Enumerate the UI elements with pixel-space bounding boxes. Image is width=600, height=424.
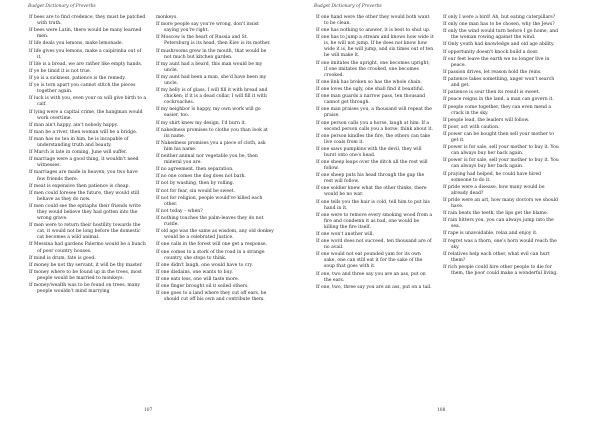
proverb-entry: If one has to jump a stream and knows how wide it is, he will not jump. If he does not know how wide it is, he will jump, and six times out of ten he will make it. xyxy=(316,35,434,59)
right-column-1 xyxy=(316,15,434,292)
proverb-entry: If one has nothing to answer, it is best to shut up. xyxy=(316,28,431,34)
left-page-header: Budget Dictionary of Proverbs xyxy=(28,4,96,9)
proverb-entry: monkeys. xyxy=(156,15,178,20)
proverb-entry: If people come together, they can even mend a crack in the sky. xyxy=(443,104,552,116)
proverb-entry: If one loves the ugly, one shall find it beautiful. xyxy=(316,86,425,92)
proverb-entry: If neither animal nor vegetable you be, then mineral you are. xyxy=(156,154,258,166)
proverb-entry: If mind is drum, fate is good. xyxy=(29,255,96,261)
proverb-entry: If praying had helped, he could have hired someone to do it. xyxy=(443,171,542,183)
proverb-entry: If money/wealth was to be found on trees, many people wouldn't mind marrying xyxy=(29,283,140,295)
proverb-entry: If one man praises you, a thousand will repeat the praise. xyxy=(316,107,432,119)
proverb-entry: If pride were a disease, how many would be already dead? xyxy=(443,184,545,196)
proverb-entry: If one goes to a land where they cut off ears, he should cut off his own and contribute them. xyxy=(156,291,267,303)
right-page-header: Budget Dictionary of Proverbs xyxy=(314,4,382,9)
proverb-entry: If one didn't laugh, one would have to cry. xyxy=(156,262,253,268)
proverb-entry: If one person kindles the fire, the others can take live coals from it. xyxy=(316,133,431,145)
proverb-entry: If poor, act with caution. xyxy=(443,124,500,130)
left-page-columns xyxy=(29,15,274,305)
proverb-entry: If rape is unavoidable, relax and enjoy it. xyxy=(443,231,538,237)
proverb-entry: If regret was a thorn, one's horn would reach the sky. xyxy=(443,238,557,250)
proverb-entry: If one hand were the other they would both want to be clean. xyxy=(316,15,430,27)
right-page-number: 108 xyxy=(437,408,446,413)
left-page-number: 107 xyxy=(144,408,153,413)
proverb-entry: If rain beats the teeth, the lips get the blame. xyxy=(443,211,549,217)
proverb-entry: If man be a river, then woman will be a bridge. xyxy=(29,129,138,135)
right-column-2 xyxy=(443,15,561,292)
left-column-1 xyxy=(29,15,147,305)
proverb-entry: If not by washing, then by rolling. xyxy=(156,181,235,187)
proverb-entry: If my neighbor is happy, my own work will go easier, too. xyxy=(156,107,261,119)
proverb-entry: If one won't another will. xyxy=(316,232,374,238)
proverb-entry: If my belly is of glass, I will fill it with bread and chicken; if it is a dead collar, I will fill it with cockroaches. xyxy=(156,88,268,106)
proverb-entry: If bees were Latin, there would be many learned men. xyxy=(29,28,142,40)
proverb-entry: If relatives help each other, what evil can hurt them? xyxy=(443,251,550,263)
proverb-entry: If Moscow is the heart of Russia and St. Petersburg is its head, then Kiev is its mother. xyxy=(156,35,271,47)
proverb-entry: If Only youth had knowledge and old age ability. xyxy=(443,42,555,48)
proverb-entry: If my aunt had a beard, this man would be my uncle. xyxy=(156,61,263,73)
proverb-entry: If March is late in coming, June will suffer. xyxy=(29,150,128,156)
proverb-entry: If one sheep puts his head through the gap the rest will follow. xyxy=(316,173,425,185)
proverb-entry: If not for fear, sin would be sweet. xyxy=(156,188,236,194)
proverb-entry: If power is for sale, sell your mother to buy it. You can always buy her back again. xyxy=(443,158,559,170)
proverb-entry: If rain hitters you, you can always jump into the sea. xyxy=(443,218,554,230)
proverb-entry: If one would not eat pounded yam for its own sake, one can still eat it for the sake of the soup that goes with it. xyxy=(316,252,423,270)
left-column-2 xyxy=(156,15,274,305)
proverb-entry: If passion drives, let reason hold the reins. xyxy=(443,69,542,75)
proverb-entry: If one man guards a narrow pass, ten thousand cannot get through. xyxy=(316,94,426,106)
proverb-entry: If life gives you lemons, make a caipirinha out of it. xyxy=(29,48,142,60)
proverb-entry: If power can be bought then sell your mother to get it. xyxy=(443,132,554,144)
proverb-entry: If men could see the epitaphs their friends write they would believe they had gotten into the wrong grave. xyxy=(29,204,141,222)
proverb-entry: If meat is expensive then patience is cheap. xyxy=(29,183,130,189)
proverb-entry: If pride were an art, how many doctors we should have. xyxy=(443,197,559,209)
proverb-entry: If one word does not succeed, ten thousand are of no avail. xyxy=(316,239,432,251)
proverb-entry: If one sheep leaps over the ditch all the rest will follow. xyxy=(316,160,428,172)
proverb-entry: If only I were a bird! Ah, but eating caterpillars? xyxy=(443,15,556,20)
right-page xyxy=(300,0,600,424)
proverb-entry: If ye be timid it is not true. xyxy=(29,68,92,74)
proverb-entry: If one soldier knew what the other thinks, there would be no war. xyxy=(316,186,427,198)
proverb-entry: If one imitates the upright, one becomes upright; if one imitates the crooked, one becomes crooked. xyxy=(316,60,430,78)
proverb-entry: If one, two, three say you are an ass, put on a tail. xyxy=(316,284,432,290)
proverb-entry: If one disdains, one wants to buy. xyxy=(156,269,233,275)
proverb-entry: If old age was the same as wisdom, any old donkey would be a celebrated Justice. xyxy=(156,229,274,241)
proverb-entry: If our feet leave the earth we no longer live in peace. xyxy=(443,56,550,68)
proverb-entry: If nothing touches the palm-leaves they do not rustle. xyxy=(156,216,264,228)
proverb-entry: If patience is sour then its result is sweet. xyxy=(443,90,540,96)
proverb-entry: If my aunt had been a man, she'd have been my uncle. xyxy=(156,74,267,86)
proverb-entry: If not for religion, people would've killed each other. xyxy=(156,195,263,207)
proverb-entry: If man ain't happy, ain't nobody happy. xyxy=(29,122,118,128)
proverb-entry: If ye is torn apart you cannot stitch the pieces together again. xyxy=(29,83,136,95)
proverb-entry: If opportunity doesn't knock build a door. xyxy=(443,49,539,55)
proverb-entry: If life is a bread, we are rather like empty hands. xyxy=(29,61,143,67)
proverb-entry: If one tells you the hair is cold, tell him to put his hand in it. xyxy=(316,199,430,211)
proverb-entry: If only one man has to be chosen, why the Jews? xyxy=(443,22,555,28)
proverb-entry: If one comes to a stork of the road in a strange country, she stops to think. xyxy=(156,249,265,261)
proverb-entry: If one link has broken so has the whole chain. xyxy=(316,79,422,85)
proverb-entry: If men were to return their hostility towards the cat, it would not be long before the domestic cat becomes a wild animal. xyxy=(29,223,141,241)
proverb-entry: If life deals you lemons, make lemonade. xyxy=(29,41,124,47)
proverb-entry: If one finger brought oil it soiled others. xyxy=(156,284,249,290)
proverb-entry: If Messina had gardens Palermo would be a bunch of poor country houses. xyxy=(29,242,146,254)
right-page-columns xyxy=(316,15,564,292)
proverb-entry: If ye is a sickness, patience is the remedy. xyxy=(29,75,126,81)
proverb-entry: If luck is with you, even your ox will give birth to a calf. xyxy=(29,96,147,108)
proverb-entry: If one calls in the forest will one get a response. xyxy=(156,242,268,248)
proverb-entry: If mushrooms grew in the mouth, that would be not much but kitchen garden. xyxy=(156,48,267,60)
proverb-entry: If lying were a capital crime, the hangman would work overtime. xyxy=(29,109,143,121)
proverb-entry: If one person calls you a horse, laugh at him. If a second person calls you a horse, think about it. xyxy=(316,120,433,132)
proverb-entry: If peace reigns in the land, a man can govern it. xyxy=(443,97,554,103)
proverb-entry: If patience takes something, anger won't search and get. xyxy=(443,77,555,89)
proverb-entry: If marriages are made in heaven, you two have few friends there. xyxy=(29,170,138,182)
proverb-entry: If rich people could hire other people to die for them, the poor could make a wonderful living. xyxy=(443,264,558,277)
proverb-entry: If one were to remove every smoking wood from a fire and condemn it as bad, one would be killing the fire itself. xyxy=(316,212,433,230)
proverb-entry: If bees are to find credence, they must be patched with truth. xyxy=(29,15,146,27)
proverb-entry: If man has no tea in him, he is incapable of understanding truth and beauty. xyxy=(29,136,129,149)
proverb-entry: If not today – when? xyxy=(156,208,203,214)
proverb-entry: If more people say you're wrong, don't insist saying you're right. xyxy=(156,22,259,34)
proverb-entry: If money be not thy servant, it will be thy master. xyxy=(29,262,143,268)
proverb-entry: If one saws pumpkins with the devil, they will burst onto one's head. xyxy=(316,146,422,158)
proverb-entry: If no one comes the dog does not bark. xyxy=(156,174,246,180)
proverb-entry: If my shirt knew my design, I'd burn it. xyxy=(156,120,247,126)
proverb-entry: If one, two and three say you are an ass, put on the ears. xyxy=(316,271,426,283)
proverb-entry: If Nakedness promises you a piece of cloth, ask him his name. xyxy=(156,140,266,152)
proverb-entry: If one eats less, one will taste more. xyxy=(156,277,240,283)
proverb-entry: If marriage were a good thing, it wouldn't need witnesses. xyxy=(29,157,139,169)
proverb-entry: If people lead, the leaders will follow. xyxy=(443,117,530,123)
proverb-entry: If nakedness promises to clothe you than look at its name. xyxy=(156,127,268,139)
proverb-entry: If men could foresee the future, they would still behave as they do now. xyxy=(29,190,140,202)
proverb-entry: If money where to be found up in the trees, most people would be married to monkeys. xyxy=(29,269,142,281)
proverb-entry: If power is for sale, sell your mother to buy it. You can always buy her back again. xyxy=(443,145,559,157)
proverb-entry: If no agreement, then separation. xyxy=(156,167,234,173)
proverb-entry: If only the wind would turn before I go home, and the woman rowing against the wind. xyxy=(443,29,559,41)
